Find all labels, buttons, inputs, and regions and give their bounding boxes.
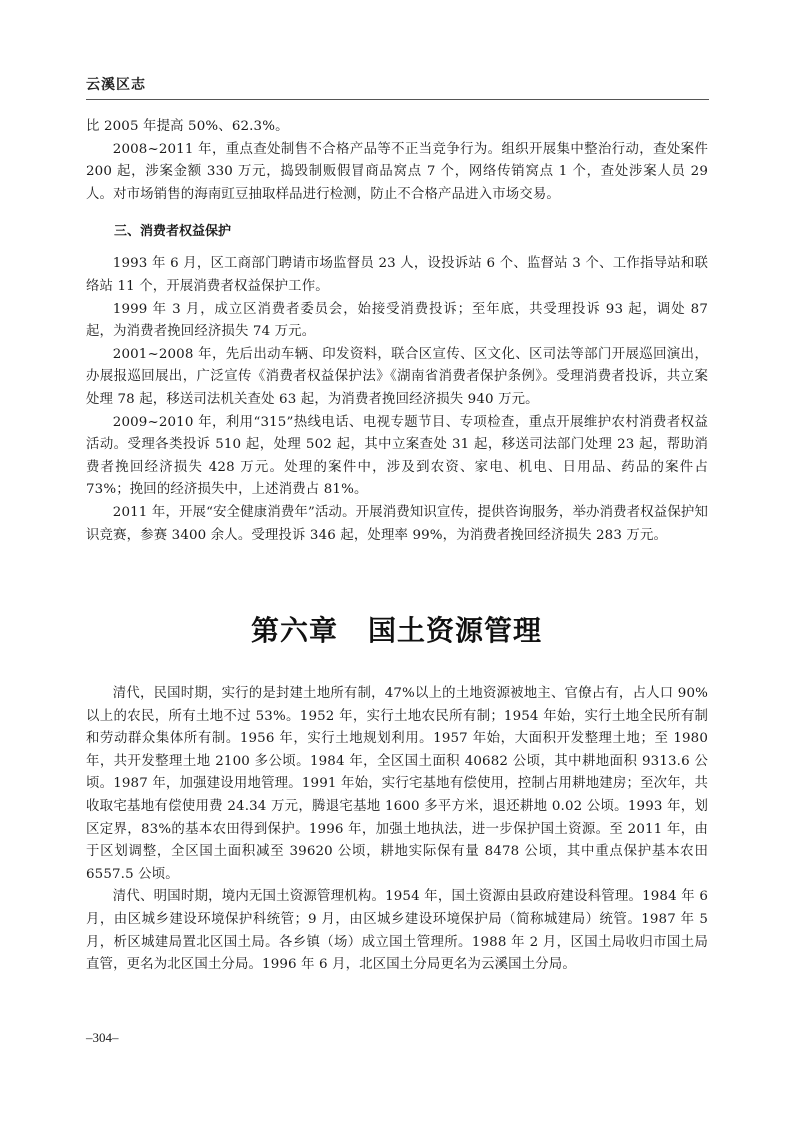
chapter-body bbox=[86, 683, 708, 977]
chapter-title bbox=[0, 609, 793, 649]
paragraph: 1999 年 3 月，成立区消费者委员会，始接受消费投诉；至年底，共受理投诉 93 起，调处 87 起，为消费者挽回经济损失 74 万元。 bbox=[86, 301, 708, 340]
chapter-name: 国土资源管理 bbox=[368, 614, 543, 647]
paragraph: 1993 年 6 月，区工商部门聘请市场监督员 23 人，设投诉站 6 个、监督站 3 个、工作指导站和联络站 11 个，开展消费者权益保护工作。 bbox=[86, 256, 708, 294]
page-body-top bbox=[86, 116, 708, 547]
paragraph-continued: 比 2005 年提高 50%、62.3%。 bbox=[86, 119, 289, 134]
page-number: –304– bbox=[86, 1030, 119, 1045]
chapter-number: 第六章 bbox=[250, 614, 338, 647]
paragraph: 2001~2008 年，先后出动车辆、印发资料，联合区宣传、区文化、区司法等部门开展巡回演出，办展报巡回展出，广泛宣传《消费者权益保护法》《湖南省消费者保护条例》。受理消费者投诉，共立案处理 78 起，移送司法机关查处 63 起，为消费者挽回经济损失 940 万元。 bbox=[86, 346, 708, 407]
section-heading: 三、消费者权益保护 bbox=[114, 224, 232, 240]
running-head-title: 云溪区志 bbox=[86, 77, 146, 93]
header-rule bbox=[86, 99, 709, 100]
paragraph: 清代，民国时期，实行的是封建土地所有制，47%以上的土地资源被地主、官僚占有，占人口 90%以上的农民，所有土地不过 53%。1952 年，实行土地农民所有制；1954 年始，实行土地全民所有制和劳动群众集体所有制。1956 年，实行土地规划利用。1957 年始，大面积开发整理土地；至 1980 年，共开发整理土地 2100 多公顷。1984 年，全区国土面积 40682 公顷，其中耕地面积 9313.6 公顷。1987 年，加强建设用地管理。1991 年始，实行宅基地有偿使用，控制占用耕地建房；至次年，共收取宅基地有偿使用费 24.34 万元，腾退宅基地 1600 多平方米，退还耕地 0.02 公顷。1993 年，划区定界，83%的基本农田得到保护。1996 年，加强土地执法，进一步保护国土资源。至 2011 年，由于区划调整，全区国土面积减至 39620 公顷，耕地实际保有量 8478 公顷，其中重点保护基本农田 6557.5 公顷。 bbox=[86, 686, 708, 882]
paragraph: 2008~2011 年，重点查处制售不合格产品等不正当竞争行为。组织开展集中整治行动，查处案件 200 起，涉案金额 330 万元，捣毁制贩假冒商品窝点 7 个，网络传销窝点 1 个，查处涉案人员 29 人。对市场销售的海南豇豆抽取样品进行检测，防止不合格产品进入市场交易。 bbox=[86, 141, 708, 202]
paragraph: 2011 年，开展“安全健康消费年”活动。开展消费知识宣传，提供咨询服务，举办消费者权益保护知识竞赛，参赛 3400 余人。受理投诉 346 起，处理率 99%，为消费者挽回经济损失 283 万元。 bbox=[86, 504, 708, 543]
paragraph: 清代、明国时期，境内无国土资源管理机构。1954 年，国土资源由县政府建设科管理。1984 年 6 月，由区城乡建设环境保护科统管；9 月，由区城乡建设环境保护局（简称城建局）统管。1987 年 5 月，析区城建局置北区国土局。各乡镇（场）成立国土管理所。1988 年 2 月，区国土局收归市国土局直管，更名为北区国土分局。1996 年 6 月，北区国土分局更名为云溪国土分局。 bbox=[86, 889, 708, 973]
paragraph: 2009~2010 年，利用“315”热线电话、电视专题节目、专项检查，重点开展维护农村消费者权益活动。受理各类投诉 510 起，处理 502 起，其中立案查处 31 起，移送司法部门处理 23 起，帮助消费者挽回经济损失 428 万元。处理的案件中，涉及到农资、家电、机电、日用品、药品的案件占 73%；挽回的经济损失中，上述消费占 81%。 bbox=[86, 414, 708, 498]
